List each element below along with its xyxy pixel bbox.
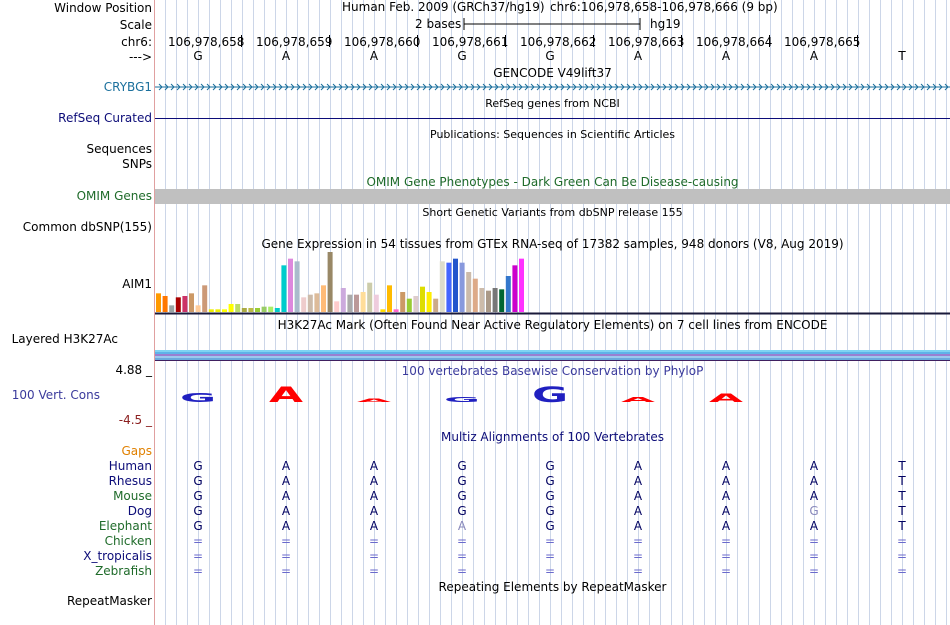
gtex-tissue-bar[interactable] — [493, 288, 498, 312]
ruler-coordinate: 106,978,661 — [432, 35, 509, 49]
gtex-tissue-bar[interactable] — [486, 291, 491, 312]
aligned-base: = — [456, 549, 468, 563]
alignment-row — [155, 534, 950, 548]
assembly-label: Human Feb. 2009 (GRCh37/hg19) — [342, 0, 545, 14]
aligned-base: = — [720, 534, 732, 548]
gtex-tissue-bar[interactable] — [202, 285, 207, 312]
aligned-base: = — [808, 534, 820, 548]
aligned-base: = — [456, 534, 468, 548]
species-label[interactable]: Mouse — [113, 489, 152, 503]
gtex-tissue-bar[interactable] — [248, 308, 253, 312]
publications-track-title[interactable]: Publications: Sequences in Scientific Articles — [430, 128, 675, 141]
gencode-track-title[interactable]: GENCODE V49lift37 — [493, 66, 612, 80]
alignment-row — [155, 474, 950, 488]
aligned-base: = — [456, 564, 468, 578]
gtex-tissue-bar[interactable] — [374, 295, 379, 312]
omim-gene-bar[interactable] — [155, 189, 950, 204]
aligned-base: = — [896, 564, 908, 578]
label-100-vert-cons[interactable]: 100 Vert. Cons — [11, 388, 100, 402]
ruler-coordinate: 106,978,660 — [344, 35, 421, 49]
ruler-coordinate: 106,978,659 — [256, 35, 333, 49]
gtex-tissue-bar[interactable] — [156, 293, 161, 312]
aligned-base: A — [457, 519, 467, 533]
species-label[interactable]: Elephant — [98, 519, 152, 533]
h3k27ac-track-title[interactable]: H3K27Ac Mark (Often Found Near Active Regulatory Elements) on 7 cell lines from ENCODE — [277, 318, 828, 332]
ruler-coordinate: 106,978,663 — [608, 35, 685, 49]
gtex-tissue-bar[interactable] — [334, 301, 339, 312]
gtex-tissue-bar[interactable] — [229, 304, 234, 312]
gtex-tissue-bar[interactable] — [466, 272, 471, 312]
aligned-base: T — [898, 459, 906, 473]
repeatmasker-track-title[interactable]: Repeating Elements by RepeatMasker — [438, 580, 667, 594]
phylop-base-glyph: A — [620, 395, 656, 404]
refseq-track-title[interactable]: RefSeq genes from NCBI — [485, 97, 620, 110]
phylop-base-glyph: G — [531, 382, 569, 408]
aligned-base: A — [809, 474, 819, 488]
label-crybg1[interactable]: CRYBG1 — [103, 80, 152, 94]
aligned-base: = — [720, 564, 732, 578]
aligned-base: G — [457, 489, 467, 503]
gtex-tissue-bar[interactable] — [209, 309, 214, 312]
gtex-tissue-bar[interactable] — [453, 259, 458, 312]
gtex-tissue-bar[interactable] — [479, 288, 484, 312]
aligned-base: G — [457, 504, 467, 518]
gtex-tissue-bar[interactable] — [354, 295, 359, 312]
aligned-base: A — [281, 474, 291, 488]
ruler-coordinate: 106,978,665 — [784, 35, 861, 49]
aligned-base: A — [369, 474, 379, 488]
gtex-tissue-bar[interactable] — [499, 289, 504, 312]
gtex-tissue-bar[interactable] — [367, 283, 372, 312]
gtex-tissue-bar[interactable] — [242, 308, 247, 312]
species-label[interactable]: Zebrafish — [95, 564, 152, 578]
label-strand-arrow: ---> — [128, 50, 152, 64]
gtex-tissue-bar[interactable] — [427, 292, 432, 312]
label-layered-h3k27ac[interactable]: Layered H3K27Ac — [11, 332, 118, 346]
aligned-base: = — [544, 564, 556, 578]
label-gaps: Gaps — [121, 444, 152, 458]
reference-base: G — [193, 49, 203, 63]
phylop-base-glyph: G — [443, 395, 481, 404]
gtex-tissue-bar[interactable] — [215, 309, 220, 312]
aligned-base: = — [632, 534, 644, 548]
aligned-base: A — [369, 504, 379, 518]
alignment-row — [155, 564, 950, 578]
aligned-base: A — [369, 489, 379, 503]
gtex-tissue-bar[interactable] — [473, 279, 478, 312]
aligned-base: = — [192, 564, 204, 578]
ruler-coordinate: 106,978,664 — [696, 35, 773, 49]
aligned-base: = — [896, 549, 908, 563]
label-window-position: Window Position — [54, 1, 152, 15]
label-repeatmasker[interactable]: RepeatMasker — [66, 594, 152, 608]
alignment-row — [155, 459, 950, 473]
aligned-base: A — [633, 504, 643, 518]
ruler-coordinate: 106,978,658 — [168, 35, 245, 49]
aligned-base: G — [545, 459, 555, 473]
refseq-gene-line[interactable] — [155, 118, 950, 119]
aligned-base: A — [721, 519, 731, 533]
scale-assembly-label: hg19 — [650, 17, 681, 31]
crybg1-gene-feature[interactable] — [155, 81, 950, 93]
species-label[interactable]: Dog — [127, 504, 152, 518]
aligned-base: T — [898, 474, 906, 488]
aligned-base: = — [808, 549, 820, 563]
aligned-base: G — [193, 474, 203, 488]
gtex-track-title[interactable]: Gene Expression in 54 tissues from GTEx RNA-seq of 17382 samples, 948 donors (V8, Aug 2019) — [261, 237, 844, 251]
label-phylop-max: 4.88 _ — [115, 363, 152, 377]
aligned-base: = — [720, 549, 732, 563]
aligned-base: = — [192, 549, 204, 563]
gtex-tissue-bar[interactable] — [387, 285, 392, 312]
aligned-base: A — [809, 489, 819, 503]
aligned-base: G — [545, 519, 555, 533]
gtex-tissue-bar[interactable] — [519, 259, 524, 312]
aligned-base: T — [898, 489, 906, 503]
aligned-base: = — [368, 549, 380, 563]
aligned-base: A — [721, 489, 731, 503]
species-label[interactable]: Rhesus — [108, 474, 152, 488]
aligned-base: A — [633, 474, 643, 488]
aligned-base: A — [633, 459, 643, 473]
gtex-tissue-bar[interactable] — [301, 297, 306, 312]
gtex-tissue-bar[interactable] — [275, 308, 280, 312]
gtex-tissue-bar[interactable] — [460, 263, 465, 312]
aligned-base: A — [281, 489, 291, 503]
gtex-tissue-bar[interactable] — [394, 309, 399, 312]
position-label: chr6:106,978,658-106,978,666 (9 bp) — [550, 0, 778, 14]
aligned-base: G — [545, 504, 555, 518]
gtex-tissue-bar[interactable] — [506, 276, 511, 312]
alignment-row — [155, 549, 950, 563]
aligned-base: G — [809, 504, 819, 518]
aligned-base: = — [368, 534, 380, 548]
label-refseq-curated[interactable]: RefSeq Curated — [58, 111, 152, 125]
phylop-base-glyph: G — [179, 390, 217, 406]
aligned-base: A — [369, 459, 379, 473]
scale-bar-label: 2 bases — [415, 17, 462, 31]
gtex-tissue-bar[interactable] — [433, 299, 438, 312]
aligned-base: A — [809, 519, 819, 533]
phylop-conservation-logo[interactable] — [155, 380, 950, 410]
aligned-base: = — [544, 534, 556, 548]
gtex-tissue-bar[interactable] — [189, 293, 194, 312]
gtex-tissue-bar[interactable] — [176, 297, 181, 312]
gtex-tissue-bar[interactable] — [446, 263, 451, 312]
gtex-tissue-bar[interactable] — [295, 261, 300, 312]
ruler-coordinate: 106,978,662 — [520, 35, 597, 49]
gtex-tissue-bar[interactable] — [420, 287, 425, 312]
aligned-base: G — [193, 504, 203, 518]
gtex-tissue-bar[interactable] — [308, 295, 313, 312]
gtex-tissue-bar[interactable] — [347, 295, 352, 312]
aligned-base: A — [281, 459, 291, 473]
gtex-expression-chart[interactable] — [155, 252, 950, 315]
multiz-track-title[interactable]: Multiz Alignments of 100 Vertebrates — [440, 430, 665, 444]
gtex-tissue-bar[interactable] — [314, 293, 319, 312]
gtex-tissue-bar[interactable] — [407, 299, 412, 312]
aligned-base: G — [193, 519, 203, 533]
gtex-tissue-bar[interactable] — [413, 296, 418, 312]
aligned-base: A — [721, 504, 731, 518]
alignment-row — [155, 504, 950, 518]
label-sequences[interactable]: Sequences — [86, 142, 152, 156]
gtex-tissue-bar[interactable] — [281, 265, 286, 312]
label-phylop-min: -4.5 _ — [118, 413, 152, 427]
phylop-track-title[interactable]: 100 vertebrates Basewise Conservation by PhyloP — [401, 364, 704, 378]
alignment-row — [155, 489, 950, 503]
aligned-base: = — [280, 564, 292, 578]
aligned-base: A — [281, 519, 291, 533]
aligned-base: A — [721, 459, 731, 473]
gtex-tissue-bar[interactable] — [255, 308, 260, 312]
gtex-tissue-bar[interactable] — [400, 292, 405, 312]
aligned-base: = — [632, 564, 644, 578]
gtex-tissue-bar[interactable] — [512, 265, 517, 312]
gtex-tissue-bar[interactable] — [268, 307, 273, 312]
omim-track-title[interactable]: OMIM Gene Phenotypes - Dark Green Can Be Disease-causing — [366, 175, 739, 189]
reference-base: A — [721, 49, 731, 63]
alignment-row — [155, 519, 950, 533]
gtex-tissue-bar[interactable] — [196, 305, 201, 312]
label-aim1[interactable]: AIM1 — [122, 277, 152, 291]
reference-base: T — [898, 49, 906, 63]
label-snps[interactable]: SNPs — [122, 157, 152, 171]
species-label[interactable]: X_tropicalis — [83, 549, 152, 563]
gtex-tissue-bar[interactable] — [262, 307, 267, 312]
track-label-column — [0, 0, 154, 625]
aligned-base: G — [193, 459, 203, 473]
phylop-base-glyph: A — [708, 391, 744, 405]
aligned-base: G — [545, 489, 555, 503]
label-chr: chr6: — [121, 35, 152, 49]
gtex-tissue-bar[interactable] — [182, 296, 187, 312]
species-label[interactable]: Chicken — [104, 534, 152, 548]
dbsnp-track-title[interactable]: Short Genetic Variants from dbSNP release 155 — [422, 206, 683, 219]
browser-track-area[interactable] — [155, 0, 950, 625]
aligned-base: = — [808, 564, 820, 578]
aligned-base: A — [721, 474, 731, 488]
gtex-tissue-bar[interactable] — [288, 259, 293, 312]
aligned-base: G — [193, 489, 203, 503]
aligned-base: A — [633, 489, 643, 503]
reference-base: A — [809, 49, 819, 63]
gtex-tissue-bar[interactable] — [380, 309, 385, 312]
reference-base: G — [457, 49, 467, 63]
label-omim-genes[interactable]: OMIM Genes — [76, 189, 152, 203]
aligned-base: = — [632, 549, 644, 563]
aligned-base: A — [281, 504, 291, 518]
label-scale: Scale — [119, 18, 152, 32]
reference-base: G — [545, 49, 555, 63]
gtex-tissue-bar[interactable] — [361, 292, 366, 312]
aligned-base: A — [809, 459, 819, 473]
aligned-base: = — [192, 534, 204, 548]
aligned-base: = — [280, 534, 292, 548]
reference-base: A — [281, 49, 291, 63]
aligned-base: A — [369, 519, 379, 533]
phylop-base-glyph: A — [356, 398, 392, 404]
label-common-dbsnp[interactable]: Common dbSNP(155) — [22, 220, 152, 234]
aligned-base: G — [457, 474, 467, 488]
reference-base: A — [369, 49, 379, 63]
aligned-base: = — [544, 549, 556, 563]
aligned-base: T — [898, 519, 906, 533]
aligned-base: = — [368, 564, 380, 578]
gtex-tissue-bar[interactable] — [341, 288, 346, 312]
gtex-tissue-bar[interactable] — [163, 296, 168, 312]
scale-bar — [464, 17, 644, 31]
gtex-tissue-bar[interactable] — [440, 261, 445, 312]
aligned-base: = — [896, 534, 908, 548]
gtex-tissue-bar[interactable] — [328, 252, 333, 312]
reference-base: A — [633, 49, 643, 63]
gtex-tissue-bar[interactable] — [222, 309, 227, 312]
aligned-base: = — [280, 549, 292, 563]
gtex-tissue-bar[interactable] — [321, 285, 326, 312]
phylop-base-glyph: A — [268, 382, 304, 408]
aligned-base: T — [898, 504, 906, 518]
aligned-base: A — [633, 519, 643, 533]
gtex-tissue-bar[interactable] — [235, 304, 240, 312]
aligned-base: G — [545, 474, 555, 488]
species-label[interactable]: Human — [108, 459, 152, 473]
h3k27ac-signal[interactable] — [155, 350, 950, 362]
gtex-tissue-bar[interactable] — [169, 305, 174, 312]
aligned-base: G — [457, 459, 467, 473]
